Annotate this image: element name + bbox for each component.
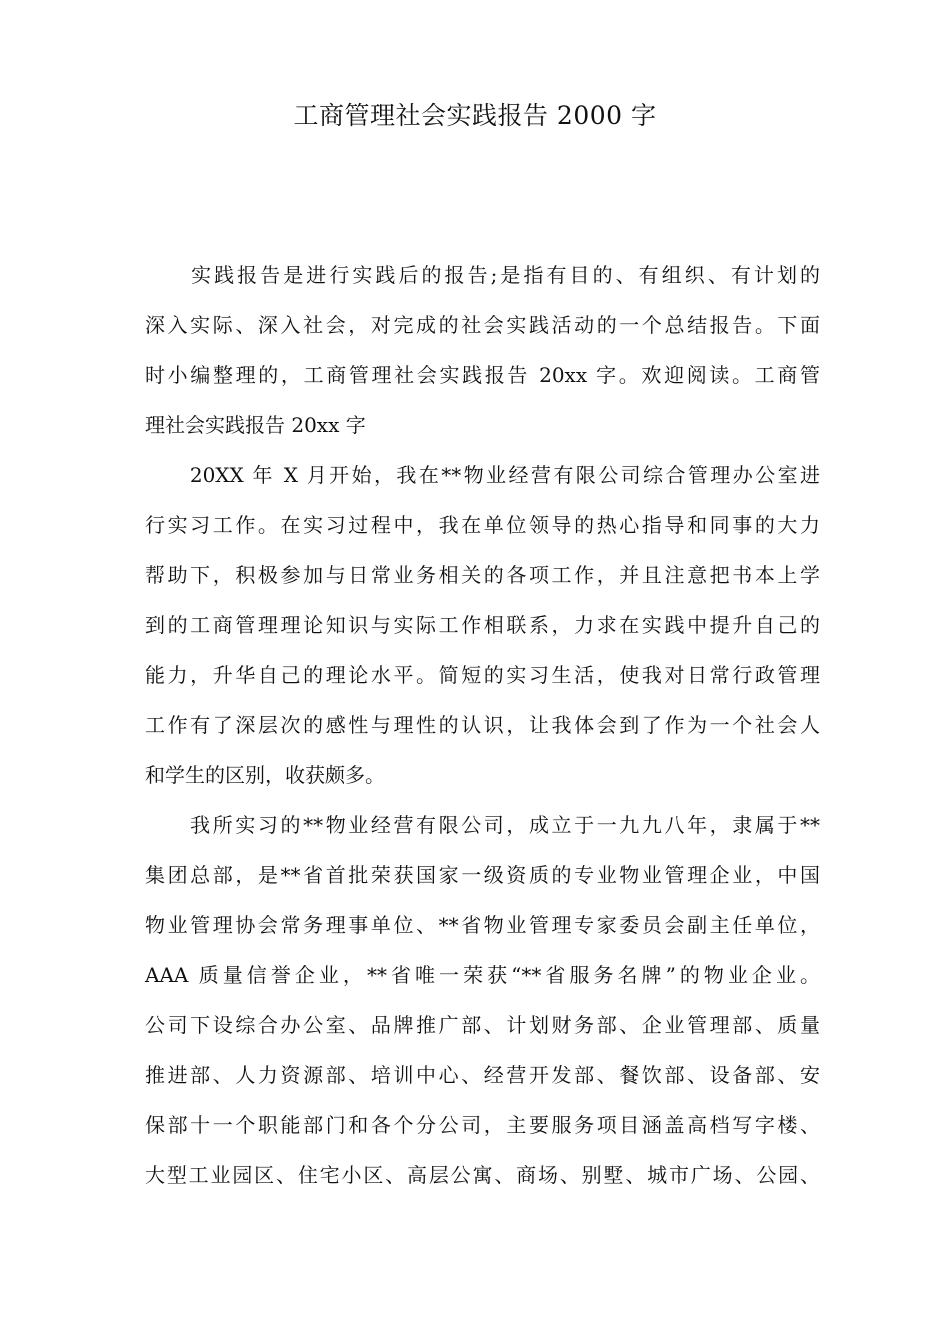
paragraph-1	[145, 250, 820, 450]
text-line: 大型工业园区、住宅小区、高层公寓、商场、别墅、城市广场、公园、	[145, 1163, 820, 1187]
document-body	[145, 250, 820, 1200]
text-line: 我所实习的**物业经营有限公司，成立于一九九八年，隶属于**	[145, 813, 820, 837]
text-line: 时小编整理的，工商管理社会实践报告 20xx 字。欢迎阅读。工商管	[145, 363, 820, 387]
text-line: AAA 质量信誉企业，**省唯一荣获“**省服务名牌”的物业企业。	[145, 963, 820, 987]
text-line: 帮助下，积极参加与日常业务相关的各项工作，并且注意把书本上学	[145, 563, 820, 587]
text-line: 工作有了深层次的感性与理性的认识，让我体会到了作为一个社会人	[145, 713, 820, 737]
text-line: 理社会实践报告 20xx 字	[145, 413, 366, 437]
text-line: 深入实际、深入社会，对完成的社会实践活动的一个总结报告。下面	[145, 313, 820, 337]
text-line: 公司下设综合办公室、品牌推广部、计划财务部、企业管理部、质量	[145, 1013, 820, 1037]
text-line: 推进部、人力资源部、培训中心、经营开发部、餐饮部、设备部、安	[145, 1063, 820, 1087]
text-line: 集团总部，是**省首批荣获国家一级资质的专业物业管理企业，中国	[145, 863, 820, 887]
text-line: 物业管理协会常务理事单位、**省物业管理专家委员会副主任单位，	[145, 913, 820, 937]
paragraph-3	[145, 800, 820, 1200]
paragraph-2	[145, 450, 820, 800]
document-title: 工商管理社会实践报告 2000 字	[293, 101, 657, 130]
text-line: 能力，升华自己的理论水平。简短的实习生活，使我对日常行政管理	[145, 663, 820, 687]
text-line: 和学生的区别，收获颇多。	[145, 763, 385, 787]
text-line: 到的工商管理理论知识与实际工作相联系，力求在实践中提升自己的	[145, 613, 820, 637]
text-line: 20XX 年 X 月开始，我在**物业经营有限公司综合管理办公室进	[145, 463, 820, 487]
text-line: 行实习工作。在实习过程中，我在单位领导的热心指导和同事的大力	[145, 513, 820, 537]
text-line: 实践报告是进行实践后的报告;是指有目的、有组织、有计划的	[145, 263, 820, 287]
text-line: 保部十一个职能部门和各个分公司，主要服务项目涵盖高档写字楼、	[145, 1113, 820, 1137]
